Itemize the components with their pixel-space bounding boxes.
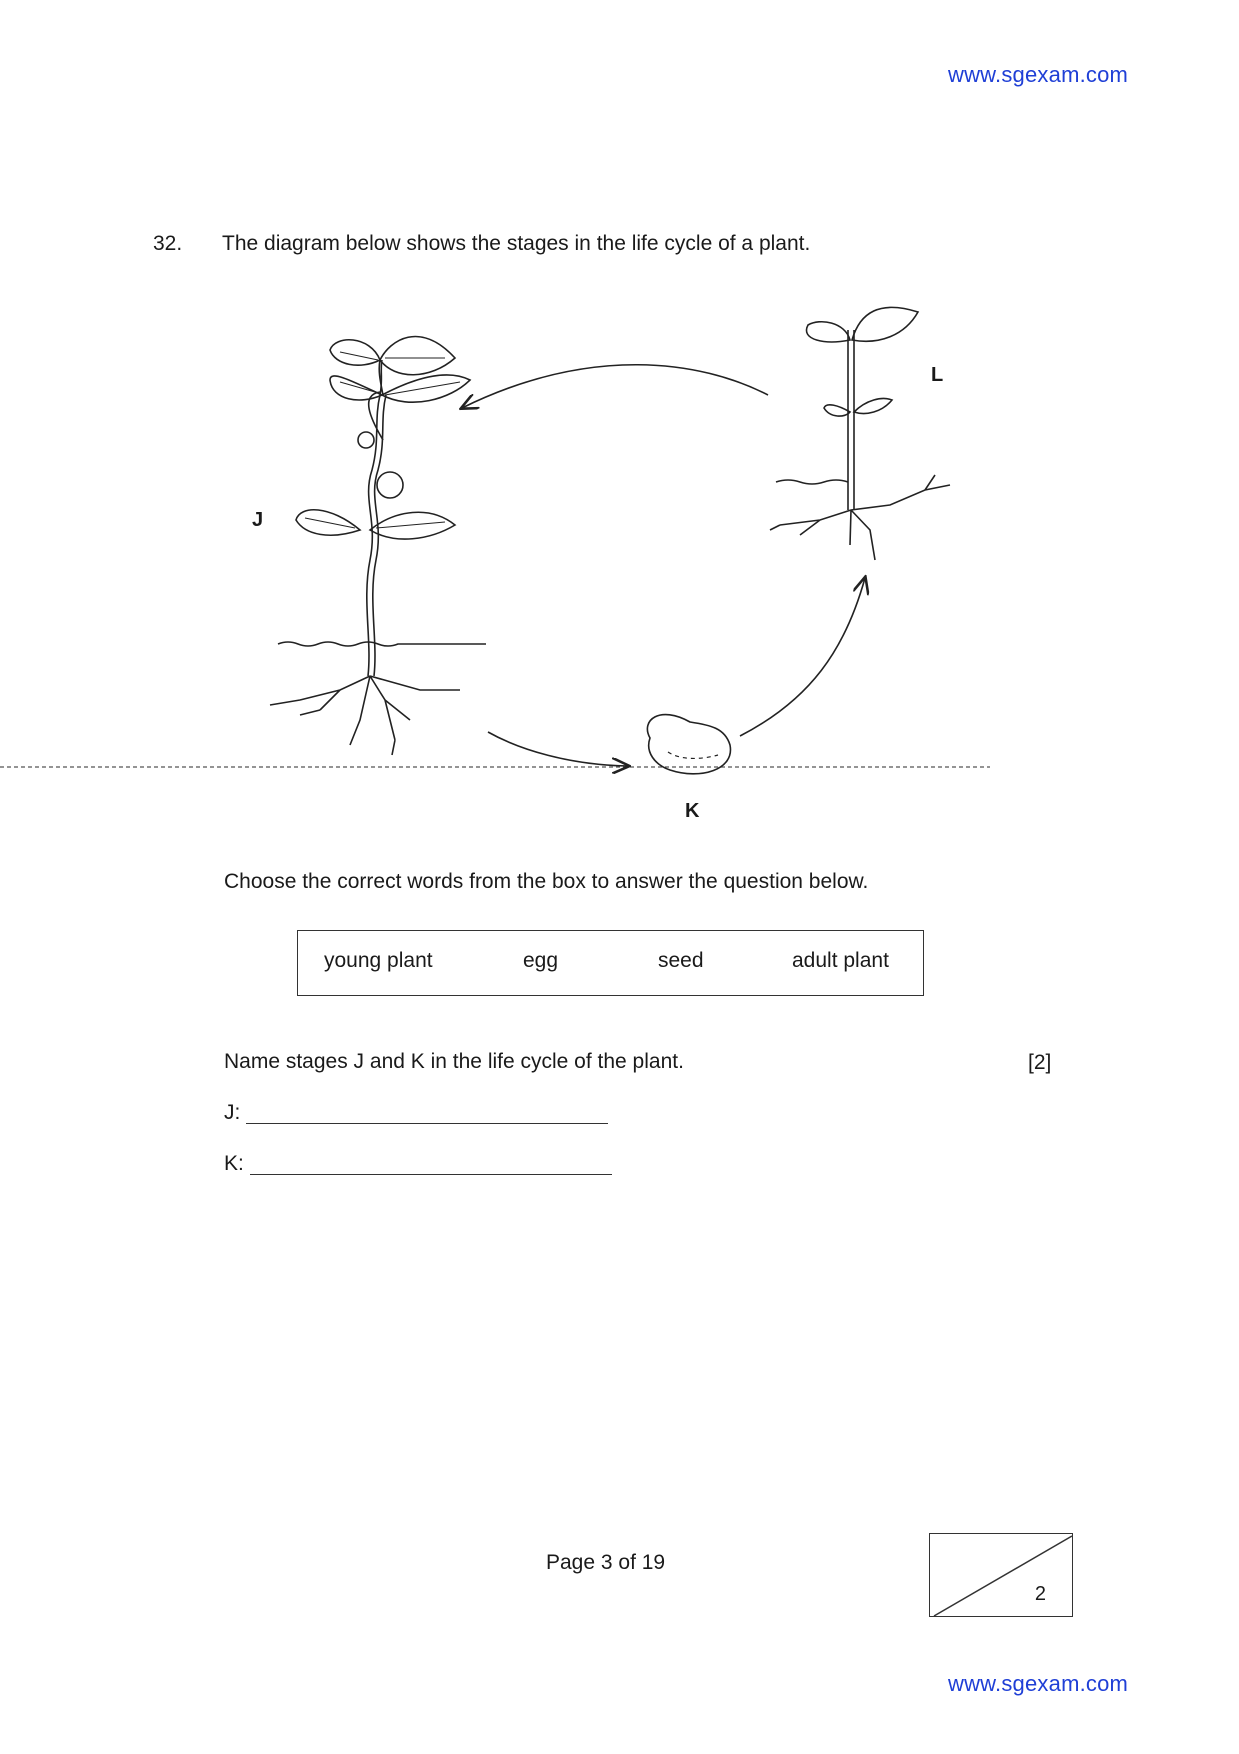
answer-j[interactable] [224, 1101, 240, 1125]
page-number: Page 3 of 19 [546, 1551, 666, 1574]
seed-illustration [647, 715, 730, 774]
site-link-top: www.sgexam.com [948, 62, 1129, 87]
task-text: Name stages J and K in the life cycle of the plant. [224, 1050, 684, 1073]
word-adult-plant: adult plant [792, 949, 889, 972]
score-max: 2 [1034, 1583, 1046, 1605]
arrow-adult-to-seed [488, 732, 628, 766]
instruction-text: Choose the correct words from the box to answer the question below. [224, 870, 869, 893]
answer-line-k[interactable] [250, 1174, 612, 1175]
answer-k[interactable] [224, 1152, 244, 1176]
question-number: 32. [153, 232, 183, 255]
word-seed: seed [658, 949, 704, 972]
answer-line-j[interactable] [246, 1123, 608, 1124]
site-link-bottom: www.sgexam.com [948, 1671, 1129, 1696]
answer-label-k: K: [224, 1152, 244, 1175]
word-box [297, 930, 924, 996]
marks-badge: [2] [1028, 1051, 1052, 1074]
stage-label-k: K [685, 800, 700, 822]
stage-label-j: J [252, 509, 264, 531]
answer-label-j: J: [224, 1101, 241, 1124]
stage-label-l: L [931, 364, 944, 386]
adult-plant-illustration [270, 337, 486, 755]
score-box [929, 1533, 1073, 1617]
arrow-young-to-adult [462, 365, 768, 408]
score-diagonal [930, 1534, 1074, 1618]
word-egg: egg [523, 949, 559, 972]
young-plant-illustration [770, 307, 950, 560]
arrow-seed-to-young [740, 578, 865, 736]
question-text: The diagram below shows the stages in the life cycle of a plant. [222, 232, 811, 255]
word-young-plant: young plant [324, 949, 433, 972]
